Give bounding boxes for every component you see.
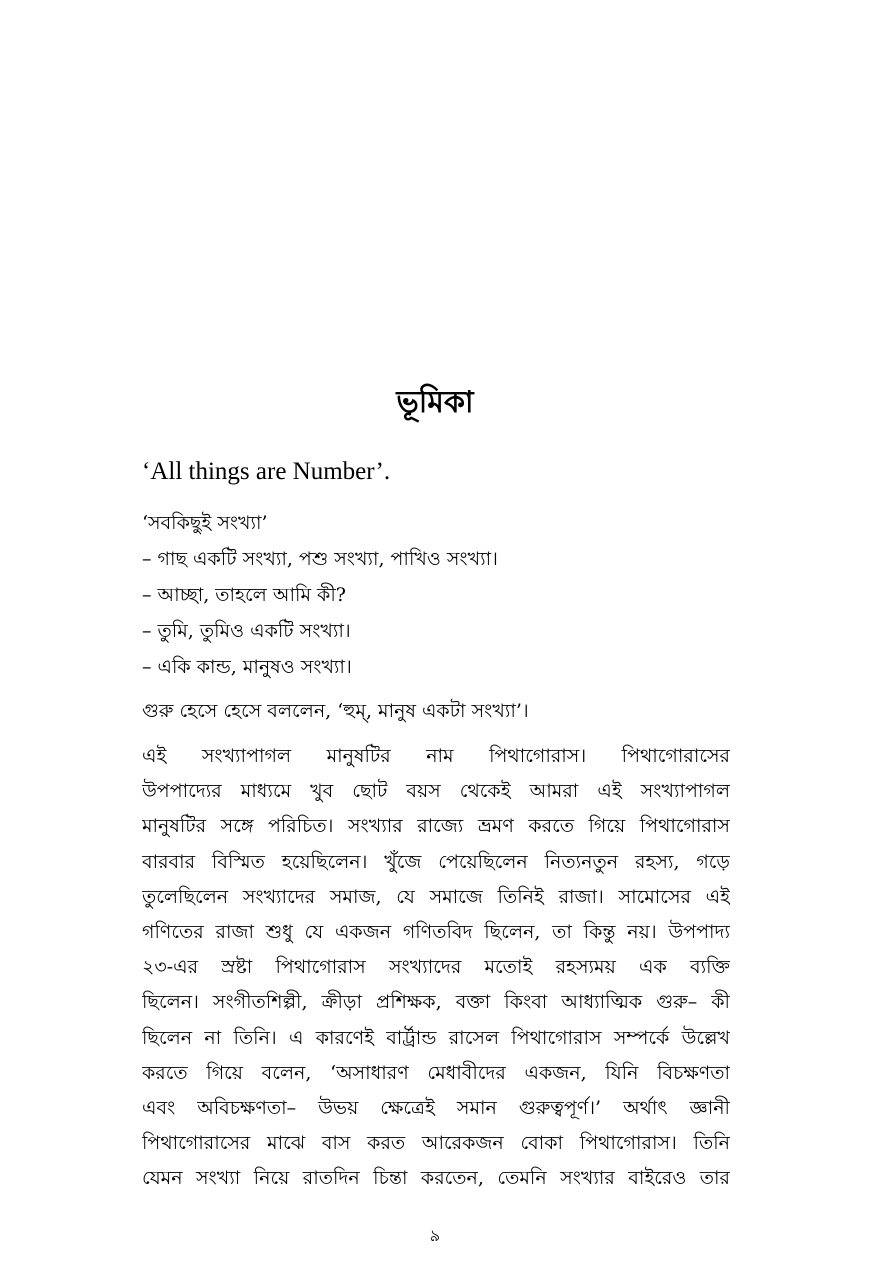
dialogue-line: – একি কান্ড, মানুষও সংখ্যা। — [142, 656, 352, 678]
paragraph-line: করতে গিয়ে বলেন, ‘অসাধারণ মেধাবীদের একজন, যিনি বিচক্ষণতা — [142, 1061, 730, 1084]
epigraph-quote: ‘All things are Number’. — [142, 458, 391, 485]
paragraph-line: উপপাদ্যের মাধ্যমে খুব ছোট বয়স থেকেই আমরা এই সংখ্যাপাগল — [142, 780, 730, 803]
dialogue-line: – আচ্ছা, তাহলে আমি কী? — [142, 584, 346, 606]
dialogue-line: – গাছ একটি সংখ্যা, পশু সংখ্যা, পাখিও সংখ্যা। — [142, 548, 498, 570]
guru-line: গুরু হেসে হেসে বললেন, ‘হুম্‌, মানুষ একটা সংখ্যা’। — [142, 700, 529, 722]
paragraph-line: তুলেছিলেন সংখ্যাদের সমাজ, যে সমাজে তিনিই রাজা। সামোসের এই — [142, 885, 730, 908]
paragraph-line: গণিতের রাজা শুধু যে একজন গণিতবিদ ছিলেন, তা কিন্তু নয়। উপপাদ্য — [142, 920, 730, 943]
paragraph-line: ২৩-এর স্রষ্টা পিথাগোরাস সংখ্যাদের মতোই রহস্যময় এক ব্যক্তি — [142, 956, 730, 979]
paragraph-line: এই সংখ্যাপাগল মানুষটির নাম পিথাগোরাস। পিথাগোরাসের — [142, 745, 730, 767]
page-number: ৯ — [429, 1226, 441, 1245]
body-paragraph — [142, 739, 730, 1196]
chapter-heading: ভূমিকা — [396, 385, 474, 420]
paragraph-line: বারবার বিস্মিত হয়েছিলেন। খুঁজে পেয়েছিলেন নিত্যনতুন রহস্য, গড়ে — [142, 850, 730, 873]
paragraph-line: ছিলেন। সংগীতশিল্পী, ক্রীড়া প্রশিক্ষক, বক্তা কিংবা আধ্যাত্মিক গুরু– কী — [142, 991, 730, 1014]
paragraph-line: পিথাগোরাসের মাঝে বাস করত আরেকজন বোকা পিথাগোরাস। তিনি — [142, 1132, 730, 1155]
dialogue-line: – তুমি, তুমিও একটি সংখ্যা। — [142, 620, 351, 642]
paragraph-line: মানুষটির সঙ্গে পরিচিত। সংখ্যার রাজ্যে ভ্রমণ করতে গিয়ে পিথাগোরাস — [142, 815, 730, 838]
paragraph-line: যেমন সংখ্যা নিয়ে রাতদিন চিন্তা করতেন, তেমনি সংখ্যার বাইরেও তার — [142, 1167, 730, 1190]
paragraph-line: ছিলেন না তিনি। এ কারণেই বার্ট্রান্ড রাসেল পিথাগোরাস সম্পর্কে উল্লেখ — [142, 1026, 730, 1049]
dialogue-block — [142, 505, 742, 685]
dialogue-line: ‘সবকিছুই সংখ্যা’ — [142, 512, 268, 534]
paragraph-line: এবং অবিচক্ষণতা– উভয় ক্ষেত্রেই সমান গুরুত্বপূর্ণ।’ অর্থাৎ জ্ঞানী — [142, 1096, 730, 1119]
